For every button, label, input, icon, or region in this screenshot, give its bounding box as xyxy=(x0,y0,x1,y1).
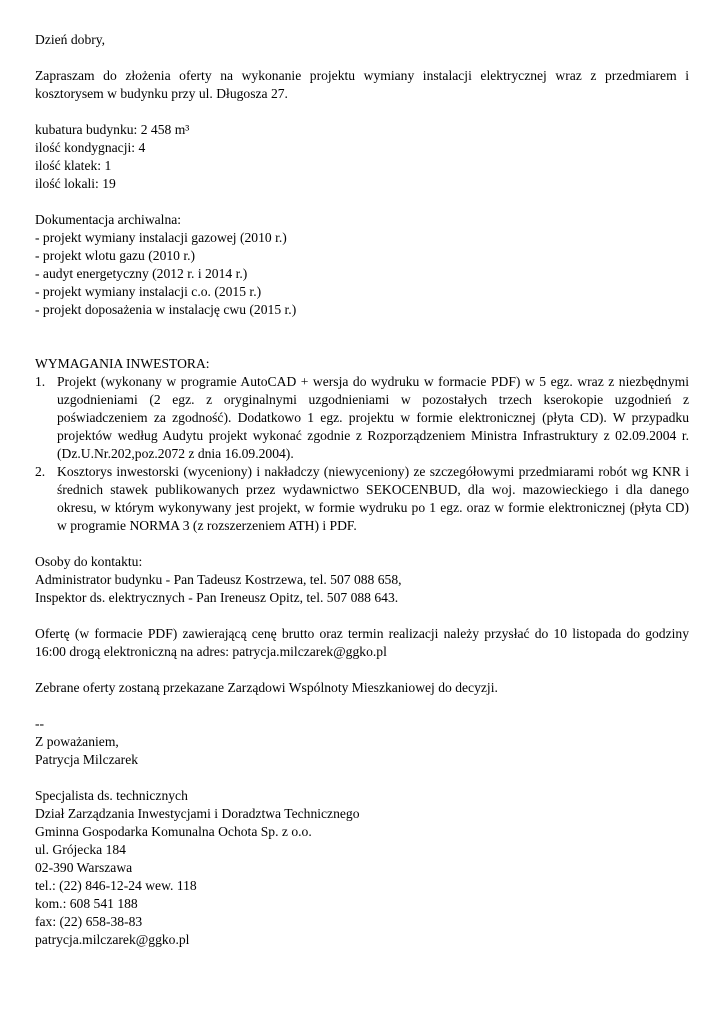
contacts xyxy=(35,553,689,607)
footer-line: Specjalista ds. technicznych xyxy=(35,788,188,803)
archive-item: - audyt energetyczny (2012 r. i 2014 r.) xyxy=(35,266,248,281)
requirement-text: Projekt (wykonany w programie AutoCAD + wersja do wydruku w formacie PDF) w 5 egz. wraz z niezbędnymi uzgodnieniami (2 egz. z oryginalnymi uzgodnieniami w pozostałych trzech kserokopie uzgodnień z poświadczeniem za zgodność). Dodatkowo 1 egz. projektu w formie elektronicznej (płyta CD). W przypadku projektów według Audytu projekt wykonać zgodnie z Rozporządzeniem Ministra Infrastruktury z 02.09.2004 r. (Dz.U.Nr.202,poz.2072 z dnia 16.09.2004). xyxy=(57,374,689,461)
archive-item: - projekt wlotu gazu (2010 r.) xyxy=(35,248,196,263)
signature-closing: Z poważaniem, xyxy=(35,734,119,749)
contact-line: Administrator budynku - Pan Tadeusz Kostrzewa, tel. 507 088 658, xyxy=(35,572,402,587)
greeting: Dzień dobry, xyxy=(35,32,106,47)
contact-footer xyxy=(35,787,689,949)
requirement-item xyxy=(35,463,689,535)
building-detail-line: ilość kondygnacji: 4 xyxy=(35,140,146,155)
signature-name: Patrycja Milczarek xyxy=(35,752,139,767)
footer-line: tel.: (22) 846-12-24 wew. 118 xyxy=(35,878,197,893)
requirements-list xyxy=(35,373,689,535)
requirements-heading: WYMAGANIA INWESTORA: xyxy=(35,356,210,371)
contacts-heading: Osoby do kontaktu: xyxy=(35,554,143,569)
footer-line: Gminna Gospodarka Komunalna Ochota Sp. z o.o. xyxy=(35,824,312,839)
signature-separator: -- xyxy=(35,716,45,731)
requirement-text: Kosztorys inwestorski (wyceniony) i nakładczy (niewyceniony) ze szczegółowymi przedmiarami robót wg KNR i średnich stawek publikowanych przez wydawnictwo SEKOCENBUD, dla woj. mazowieckiego i dla danego okresu, w którym wykonywany jest projekt, w formie wydruku po 1 egz. oraz w formie elektronicznej (płyta CD) w programie NORMA 3 (z rozszerzeniem ATH) i PDF. xyxy=(57,464,689,533)
footer-line: Dział Zarządzania Inwestycjami i Doradztwa Technicznego xyxy=(35,806,360,821)
building-detail-line: kubatura budynku: 2 458 m³ xyxy=(35,122,190,137)
archive-item: - projekt doposażenia w instalację cwu (2015 r.) xyxy=(35,302,297,317)
archive-documentation xyxy=(35,211,689,319)
decision-paragraph: Zebrane oferty zostaną przekazane Zarządowi Wspólnoty Mieszkaniowej do decyzji. xyxy=(35,680,498,695)
offer-paragraph: Ofertę (w formacie PDF) zawierającą cenę brutto oraz termin realizacji należy przysłać do 10 listopada do godziny 16:00 drogą elektroniczną na adres: patrycja.milczarek@ggko.pl xyxy=(35,626,689,659)
requirement-number: 1. xyxy=(35,374,46,389)
footer-line: 02-390 Warszawa xyxy=(35,860,133,875)
building-detail-line: ilość klatek: 1 xyxy=(35,158,112,173)
archive-item: - projekt wymiany instalacji c.o. (2015 r.) xyxy=(35,284,262,299)
building-details xyxy=(35,121,689,193)
signature xyxy=(35,715,689,769)
archive-heading: Dokumentacja archiwalna: xyxy=(35,212,182,227)
footer-email: patrycja.milczarek@ggko.pl xyxy=(35,932,190,947)
requirement-item xyxy=(35,373,689,463)
intro-paragraph: Zapraszam do złożenia oferty na wykonanie projektu wymiany instalacji elektrycznej wraz z przedmiarem i kosztorysem w budynku przy ul. Długosza 27. xyxy=(35,68,689,101)
letter-page xyxy=(35,31,689,949)
investor-requirements xyxy=(35,355,689,535)
building-detail-line: ilość lokali: 19 xyxy=(35,176,116,191)
footer-line: fax: (22) 658-38-83 xyxy=(35,914,143,929)
archive-item: - projekt wymiany instalacji gazowej (2010 r.) xyxy=(35,230,287,245)
footer-line: ul. Grójecka 184 xyxy=(35,842,126,857)
requirement-number: 2. xyxy=(35,464,46,479)
contact-line: Inspektor ds. elektrycznych - Pan Ireneusz Opitz, tel. 507 088 643. xyxy=(35,590,399,605)
footer-line: kom.: 608 541 188 xyxy=(35,896,138,911)
